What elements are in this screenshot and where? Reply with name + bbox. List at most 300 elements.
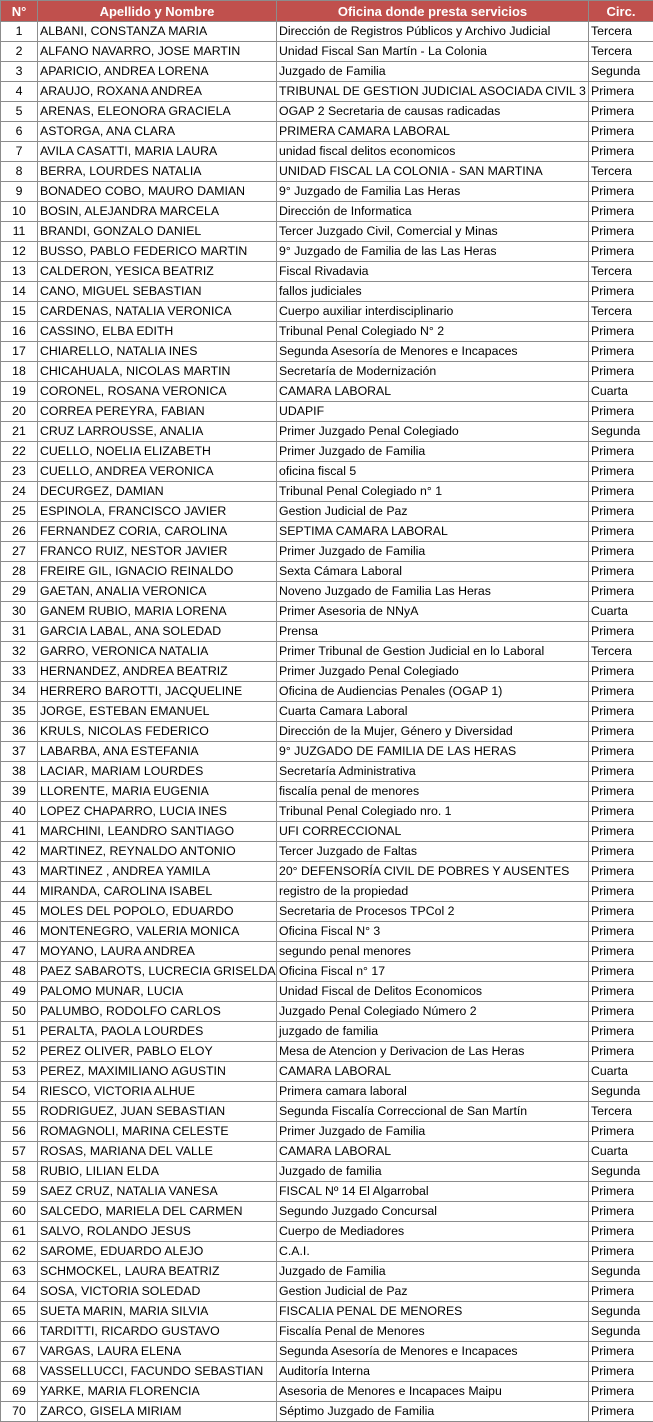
cell-number: 39 xyxy=(1,782,38,802)
cell-number: 19 xyxy=(1,382,38,402)
cell-name: PALUMBO, RODOLFO CARLOS xyxy=(38,1002,277,1022)
cell-name: CALDERON, YESICA BEATRIZ xyxy=(38,262,277,282)
table-row xyxy=(1,1162,653,1182)
table-row xyxy=(1,842,653,862)
cell-name: ROSAS, MARIANA DEL VALLE xyxy=(38,1142,277,1162)
table-row xyxy=(1,22,653,42)
cell-office: unidad fiscal delitos economicos xyxy=(277,142,589,162)
cell-office: 9° Juzgado de Familia Las Heras xyxy=(277,182,589,202)
table-row xyxy=(1,82,653,102)
table-row xyxy=(1,1022,653,1042)
table-row xyxy=(1,1082,653,1102)
cell-number: 45 xyxy=(1,902,38,922)
cell-office: Oficina Fiscal n° 17 xyxy=(277,962,589,982)
cell-office: UDAPIF xyxy=(277,402,589,422)
cell-name: JORGE, ESTEBAN EMANUEL xyxy=(38,702,277,722)
cell-name: CASSINO, ELBA EDITH xyxy=(38,322,277,342)
table-row xyxy=(1,362,653,382)
cell-number: 68 xyxy=(1,1362,38,1382)
cell-office: UNIDAD FISCAL LA COLONIA - SAN MARTINA xyxy=(277,162,589,182)
cell-circunscripcion: Primera xyxy=(589,1342,653,1362)
cell-circunscripcion: Primera xyxy=(589,402,653,422)
cell-number: 33 xyxy=(1,662,38,682)
table-row xyxy=(1,302,653,322)
cell-name: BOSIN, ALEJANDRA MARCELA xyxy=(38,202,277,222)
cell-number: 25 xyxy=(1,502,38,522)
cell-name: TARDITTI, RICARDO GUSTAVO xyxy=(38,1322,277,1342)
cell-number: 16 xyxy=(1,322,38,342)
cell-number: 27 xyxy=(1,542,38,562)
cell-circunscripcion: Tercera xyxy=(589,1102,653,1122)
cell-circunscripcion: Primera xyxy=(589,862,653,882)
cell-number: 30 xyxy=(1,602,38,622)
cell-office: Juzgado Penal Colegiado Número 2 xyxy=(277,1002,589,1022)
cell-circunscripcion: Primera xyxy=(589,1182,653,1202)
table-row xyxy=(1,1202,653,1222)
table-row xyxy=(1,1362,653,1382)
cell-number: 48 xyxy=(1,962,38,982)
cell-name: PERALTA, PAOLA LOURDES xyxy=(38,1022,277,1042)
cell-name: ROMAGNOLI, MARINA CELESTE xyxy=(38,1122,277,1142)
cell-office: Secretaría de Modernización xyxy=(277,362,589,382)
cell-number: 24 xyxy=(1,482,38,502)
cell-number: 28 xyxy=(1,562,38,582)
cell-circunscripcion: Primera xyxy=(589,962,653,982)
cell-circunscripcion: Primera xyxy=(589,742,653,762)
cell-name: HERRERO BAROTTI, JACQUELINE xyxy=(38,682,277,702)
table-row xyxy=(1,1342,653,1362)
cell-circunscripcion: Primera xyxy=(589,562,653,582)
cell-name: MARCHINI, LEANDRO SANTIAGO xyxy=(38,822,277,842)
cell-office: 9° Juzgado de Familia de las Las Heras xyxy=(277,242,589,262)
cell-circunscripcion: Primera xyxy=(589,442,653,462)
cell-office: C.A.I. xyxy=(277,1242,589,1262)
cell-number: 36 xyxy=(1,722,38,742)
cell-name: SOSA, VICTORIA SOLEDAD xyxy=(38,1282,277,1302)
cell-number: 49 xyxy=(1,982,38,1002)
cell-circunscripcion: Primera xyxy=(589,922,653,942)
cell-circunscripcion: Tercera xyxy=(589,162,653,182)
cell-office: CAMARA LABORAL xyxy=(277,382,589,402)
cell-circunscripcion: Primera xyxy=(589,902,653,922)
cell-name: MOLES DEL POPOLO, EDUARDO xyxy=(38,902,277,922)
table-row xyxy=(1,122,653,142)
cell-circunscripcion: Primera xyxy=(589,1042,653,1062)
cell-circunscripcion: Primera xyxy=(589,502,653,522)
cell-number: 35 xyxy=(1,702,38,722)
cell-circunscripcion: Primera xyxy=(589,822,653,842)
cell-number: 1 xyxy=(1,22,38,42)
cell-office: oficina fiscal 5 xyxy=(277,462,589,482)
cell-office: Tercer Juzgado Civil, Comercial y Minas xyxy=(277,222,589,242)
cell-circunscripcion: Primera xyxy=(589,1282,653,1302)
cell-number: 13 xyxy=(1,262,38,282)
cell-circunscripcion: Primera xyxy=(589,282,653,302)
cell-circunscripcion: Primera xyxy=(589,762,653,782)
table-row xyxy=(1,342,653,362)
cell-office: Fiscal Rivadavia xyxy=(277,262,589,282)
cell-name: FREIRE GIL, IGNACIO REINALDO xyxy=(38,562,277,582)
cell-office: Secretaría Administrativa xyxy=(277,762,589,782)
cell-name: PEREZ OLIVER, PABLO ELOY xyxy=(38,1042,277,1062)
cell-office: CAMARA LABORAL xyxy=(277,1062,589,1082)
cell-circunscripcion: Segunda xyxy=(589,422,653,442)
cell-name: RODRIGUEZ, JUAN SEBASTIAN xyxy=(38,1102,277,1122)
table-row xyxy=(1,862,653,882)
table-row xyxy=(1,962,653,982)
cell-office: Oficina Fiscal N° 3 xyxy=(277,922,589,942)
cell-name: KRULS, NICOLAS FEDERICO xyxy=(38,722,277,742)
cell-name: CUELLO, NOELIA ELIZABETH xyxy=(38,442,277,462)
cell-office: Primer Juzgado de Familia xyxy=(277,442,589,462)
cell-circunscripcion: Tercera xyxy=(589,42,653,62)
cell-name: BRANDI, GONZALO DANIEL xyxy=(38,222,277,242)
cell-name: ASTORGA, ANA CLARA xyxy=(38,122,277,142)
table-row xyxy=(1,982,653,1002)
cell-circunscripcion: Primera xyxy=(589,1402,653,1422)
table-row xyxy=(1,282,653,302)
cell-number: 63 xyxy=(1,1262,38,1282)
cell-circunscripcion: Primera xyxy=(589,1022,653,1042)
table-header xyxy=(1,1,653,22)
cell-office: Primer Asesoria de NNyA xyxy=(277,602,589,622)
cell-office: Segunda Asesoría de Menores e Incapaces xyxy=(277,1342,589,1362)
cell-name: GARRO, VERONICA NATALIA xyxy=(38,642,277,662)
table-row xyxy=(1,1102,653,1122)
table-row xyxy=(1,662,653,682)
table-row xyxy=(1,522,653,542)
cell-name: SCHMOCKEL, LAURA BEATRIZ xyxy=(38,1262,277,1282)
cell-number: 47 xyxy=(1,942,38,962)
table-row xyxy=(1,802,653,822)
cell-office: 20° DEFENSORÍA CIVIL DE POBRES Y AUSENTES xyxy=(277,862,589,882)
cell-circunscripcion: Cuarta xyxy=(589,602,653,622)
cell-office: Tribunal Penal Colegiado N° 2 xyxy=(277,322,589,342)
cell-name: FRANCO RUIZ, NESTOR JAVIER xyxy=(38,542,277,562)
cell-office: Oficina de Audiencias Penales (OGAP 1) xyxy=(277,682,589,702)
table-row xyxy=(1,162,653,182)
cell-number: 65 xyxy=(1,1302,38,1322)
cell-circunscripcion: Primera xyxy=(589,542,653,562)
cell-circunscripcion: Primera xyxy=(589,982,653,1002)
cell-circunscripcion: Cuarta xyxy=(589,1142,653,1162)
table-row xyxy=(1,902,653,922)
cell-number: 53 xyxy=(1,1062,38,1082)
table-row xyxy=(1,262,653,282)
cell-circunscripcion: Primera xyxy=(589,102,653,122)
cell-office: fiscalía penal de menores xyxy=(277,782,589,802)
cell-circunscripcion: Cuarta xyxy=(589,1062,653,1082)
table-row xyxy=(1,1302,653,1322)
cell-circunscripcion: Primera xyxy=(589,462,653,482)
cell-circunscripcion: Tercera xyxy=(589,642,653,662)
cell-office: Noveno Juzgado de Familia Las Heras xyxy=(277,582,589,602)
cell-number: 60 xyxy=(1,1202,38,1222)
table-row xyxy=(1,582,653,602)
cell-office: Cuarta Camara Laboral xyxy=(277,702,589,722)
table-row xyxy=(1,742,653,762)
cell-number: 7 xyxy=(1,142,38,162)
cell-circunscripcion: Segunda xyxy=(589,1322,653,1342)
cell-office: Secretaria de Procesos TPCol 2 xyxy=(277,902,589,922)
cell-office: OGAP 2 Secretaria de causas radicadas xyxy=(277,102,589,122)
cell-number: 3 xyxy=(1,62,38,82)
cell-circunscripcion: Cuarta xyxy=(589,382,653,402)
cell-circunscripcion: Primera xyxy=(589,782,653,802)
cell-name: VARGAS, LAURA ELENA xyxy=(38,1342,277,1362)
cell-name: YARKE, MARIA FLORENCIA xyxy=(38,1382,277,1402)
cell-circunscripcion: Primera xyxy=(589,1382,653,1402)
cell-office: Dirección de Registros Públicos y Archivo Judicial xyxy=(277,22,589,42)
cell-circunscripcion: Primera xyxy=(589,942,653,962)
cell-number: 46 xyxy=(1,922,38,942)
cell-number: 52 xyxy=(1,1042,38,1062)
cell-number: 10 xyxy=(1,202,38,222)
cell-name: ALBANI, CONSTANZA MARIA xyxy=(38,22,277,42)
cell-number: 20 xyxy=(1,402,38,422)
cell-number: 44 xyxy=(1,882,38,902)
cell-name: ESPINOLA, FRANCISCO JAVIER xyxy=(38,502,277,522)
cell-name: PEREZ, MAXIMILIANO AGUSTIN xyxy=(38,1062,277,1082)
cell-number: 18 xyxy=(1,362,38,382)
cell-number: 55 xyxy=(1,1102,38,1122)
cell-number: 43 xyxy=(1,862,38,882)
cell-office: Dirección de Informatica xyxy=(277,202,589,222)
table-row xyxy=(1,622,653,642)
cell-office: Gestion Judicial de Paz xyxy=(277,502,589,522)
cell-circunscripcion: Primera xyxy=(589,1242,653,1262)
cell-number: 6 xyxy=(1,122,38,142)
cell-circunscripcion: Primera xyxy=(589,1122,653,1142)
header-row xyxy=(1,1,653,22)
cell-circunscripcion: Primera xyxy=(589,222,653,242)
cell-name: VASSELLUCCI, FACUNDO SEBASTIAN xyxy=(38,1362,277,1382)
table-row xyxy=(1,602,653,622)
cell-name: LABARBA, ANA ESTEFANIA xyxy=(38,742,277,762)
cell-office: 9° JUZGADO DE FAMILIA DE LAS HERAS xyxy=(277,742,589,762)
cell-number: 59 xyxy=(1,1182,38,1202)
cell-circunscripcion: Tercera xyxy=(589,22,653,42)
table-row xyxy=(1,562,653,582)
cell-office: Tribunal Penal Colegiado nro. 1 xyxy=(277,802,589,822)
cell-name: CARDENAS, NATALIA VERONICA xyxy=(38,302,277,322)
cell-number: 17 xyxy=(1,342,38,362)
table-row xyxy=(1,1262,653,1282)
cell-name: FERNANDEZ CORIA, CAROLINA xyxy=(38,522,277,542)
cell-office: Cuerpo de Mediadores xyxy=(277,1222,589,1242)
cell-office: Tercer Juzgado de Faltas xyxy=(277,842,589,862)
table-row xyxy=(1,182,653,202)
cell-name: HERNANDEZ, ANDREA BEATRIZ xyxy=(38,662,277,682)
table-row xyxy=(1,1042,653,1062)
cell-number: 11 xyxy=(1,222,38,242)
cell-circunscripcion: Primera xyxy=(589,622,653,642)
cell-office: Primera camara laboral xyxy=(277,1082,589,1102)
cell-name: ZARCO, GISELA MIRIAM xyxy=(38,1402,277,1422)
cell-name: DECURGEZ, DAMIAN xyxy=(38,482,277,502)
cell-name: LOPEZ CHAPARRO, LUCIA INES xyxy=(38,802,277,822)
cell-name: PAEZ SABAROTS, LUCRECIA GRISELDA xyxy=(38,962,277,982)
cell-circunscripcion: Primera xyxy=(589,522,653,542)
cell-number: 61 xyxy=(1,1222,38,1242)
cell-number: 29 xyxy=(1,582,38,602)
cell-circunscripcion: Segunda xyxy=(589,1082,653,1102)
cell-number: 21 xyxy=(1,422,38,442)
cell-name: MIRANDA, CAROLINA ISABEL xyxy=(38,882,277,902)
cell-name: MONTENEGRO, VALERIA MONICA xyxy=(38,922,277,942)
cell-name: APARICIO, ANDREA LORENA xyxy=(38,62,277,82)
cell-office: UFI CORRECCIONAL xyxy=(277,822,589,842)
table-row xyxy=(1,502,653,522)
cell-name: CRUZ LARROUSSE, ANALIA xyxy=(38,422,277,442)
cell-office: Juzgado de familia xyxy=(277,1162,589,1182)
table-row xyxy=(1,1222,653,1242)
cell-name: LLORENTE, MARIA EUGENIA xyxy=(38,782,277,802)
cell-name: SALCEDO, MARIELA DEL CARMEN xyxy=(38,1202,277,1222)
header-name: Apellido y Nombre xyxy=(38,1,277,22)
cell-circunscripcion: Tercera xyxy=(589,262,653,282)
cell-office: Cuerpo auxiliar interdisciplinario xyxy=(277,302,589,322)
cell-number: 41 xyxy=(1,822,38,842)
cell-circunscripcion: Primera xyxy=(589,682,653,702)
cell-office: FISCALIA PENAL DE MENORES xyxy=(277,1302,589,1322)
cell-office: Dirección de la Mujer, Género y Diversidad xyxy=(277,722,589,742)
cell-office: Unidad Fiscal de Delitos Economicos xyxy=(277,982,589,1002)
cell-number: 57 xyxy=(1,1142,38,1162)
table-row xyxy=(1,1002,653,1022)
cell-office: Mesa de Atencion y Derivacion de Las Heras xyxy=(277,1042,589,1062)
cell-number: 37 xyxy=(1,742,38,762)
table-row xyxy=(1,142,653,162)
cell-name: LACIAR, MARIAM LOURDES xyxy=(38,762,277,782)
cell-office: Primer Juzgado de Familia xyxy=(277,542,589,562)
cell-office: juzgado de familia xyxy=(277,1022,589,1042)
cell-circunscripcion: Primera xyxy=(589,322,653,342)
cell-number: 66 xyxy=(1,1322,38,1342)
cell-name: RUBIO, LILIAN ELDA xyxy=(38,1162,277,1182)
cell-number: 67 xyxy=(1,1342,38,1362)
cell-circunscripcion: Primera xyxy=(589,722,653,742)
cell-name: SALVO, ROLANDO JESUS xyxy=(38,1222,277,1242)
cell-circunscripcion: Primera xyxy=(589,842,653,862)
table-row xyxy=(1,42,653,62)
table-row xyxy=(1,62,653,82)
cell-office: Tribunal Penal Colegiado n° 1 xyxy=(277,482,589,502)
cell-number: 14 xyxy=(1,282,38,302)
cell-name: MARTINEZ, REYNALDO ANTONIO xyxy=(38,842,277,862)
table-row xyxy=(1,222,653,242)
cell-circunscripcion: Primera xyxy=(589,482,653,502)
cell-office: Segundo Juzgado Concursal xyxy=(277,1202,589,1222)
table-row xyxy=(1,1382,653,1402)
cell-number: 34 xyxy=(1,682,38,702)
cell-number: 54 xyxy=(1,1082,38,1102)
cell-name: ALFANO NAVARRO, JOSE MARTIN xyxy=(38,42,277,62)
cell-circunscripcion: Primera xyxy=(589,242,653,262)
table-row xyxy=(1,202,653,222)
table-row xyxy=(1,422,653,442)
cell-number: 58 xyxy=(1,1162,38,1182)
cell-office: SEPTIMA CAMARA LABORAL xyxy=(277,522,589,542)
cell-number: 42 xyxy=(1,842,38,862)
table-row xyxy=(1,402,653,422)
table-row xyxy=(1,382,653,402)
cell-office: Primer Juzgado Penal Colegiado xyxy=(277,422,589,442)
cell-number: 69 xyxy=(1,1382,38,1402)
cell-name: SAEZ CRUZ, NATALIA VANESA xyxy=(38,1182,277,1202)
cell-name: MARTINEZ , ANDREA YAMILA xyxy=(38,862,277,882)
table-row xyxy=(1,922,653,942)
table-row xyxy=(1,762,653,782)
table-row xyxy=(1,722,653,742)
header-office: Oficina donde presta servicios xyxy=(277,1,589,22)
table-row xyxy=(1,942,653,962)
cell-name: BUSSO, PABLO FEDERICO MARTIN xyxy=(38,242,277,262)
cell-office: CAMARA LABORAL xyxy=(277,1142,589,1162)
cell-name: GAETAN, ANALIA VERONICA xyxy=(38,582,277,602)
cell-circunscripcion: Primera xyxy=(589,662,653,682)
cell-number: 22 xyxy=(1,442,38,462)
cell-circunscripcion: Primera xyxy=(589,122,653,142)
cell-circunscripcion: Segunda xyxy=(589,1162,653,1182)
table-row xyxy=(1,1282,653,1302)
table-row xyxy=(1,1062,653,1082)
cell-circunscripcion: Primera xyxy=(589,882,653,902)
cell-name: GARCIA LABAL, ANA SOLEDAD xyxy=(38,622,277,642)
cell-circunscripcion: Primera xyxy=(589,582,653,602)
cell-circunscripcion: Primera xyxy=(589,202,653,222)
cell-number: 70 xyxy=(1,1402,38,1422)
cell-circunscripcion: Primera xyxy=(589,182,653,202)
cell-office: fallos judiciales xyxy=(277,282,589,302)
table-row xyxy=(1,102,653,122)
cell-name: SUETA MARIN, MARIA SILVIA xyxy=(38,1302,277,1322)
cell-circunscripcion: Primera xyxy=(589,702,653,722)
cell-name: GANEM RUBIO, MARIA LORENA xyxy=(38,602,277,622)
cell-number: 32 xyxy=(1,642,38,662)
cell-name: CORONEL, ROSANA VERONICA xyxy=(38,382,277,402)
cell-circunscripcion: Tercera xyxy=(589,302,653,322)
cell-office: registro de la propiedad xyxy=(277,882,589,902)
cell-number: 2 xyxy=(1,42,38,62)
table-row xyxy=(1,822,653,842)
cell-office: Asesoria de Menores e Incapaces Maipu xyxy=(277,1382,589,1402)
cell-office: Auditoría Interna xyxy=(277,1362,589,1382)
table-row xyxy=(1,242,653,262)
table-row xyxy=(1,322,653,342)
cell-office: FISCAL Nº 14 El Algarrobal xyxy=(277,1182,589,1202)
header-number: N° xyxy=(1,1,38,22)
cell-number: 51 xyxy=(1,1022,38,1042)
table-row xyxy=(1,1322,653,1342)
cell-office: Primer Tribunal de Gestion Judicial en lo Laboral xyxy=(277,642,589,662)
cell-number: 50 xyxy=(1,1002,38,1022)
cell-office: Fiscalía Penal de Menores xyxy=(277,1322,589,1342)
cell-name: BERRA, LOURDES NATALIA xyxy=(38,162,277,182)
table-row xyxy=(1,1182,653,1202)
cell-office: Juzgado de Familia xyxy=(277,1262,589,1282)
table-row xyxy=(1,702,653,722)
cell-circunscripcion: Primera xyxy=(589,1362,653,1382)
table-row xyxy=(1,1402,653,1422)
cell-office: Segunda Fiscalía Correccional de San Martín xyxy=(277,1102,589,1122)
cell-name: CANO, MIGUEL SEBASTIAN xyxy=(38,282,277,302)
cell-name: MOYANO, LAURA ANDREA xyxy=(38,942,277,962)
table-row xyxy=(1,782,653,802)
table-row xyxy=(1,482,653,502)
table-row xyxy=(1,682,653,702)
table-row xyxy=(1,1122,653,1142)
